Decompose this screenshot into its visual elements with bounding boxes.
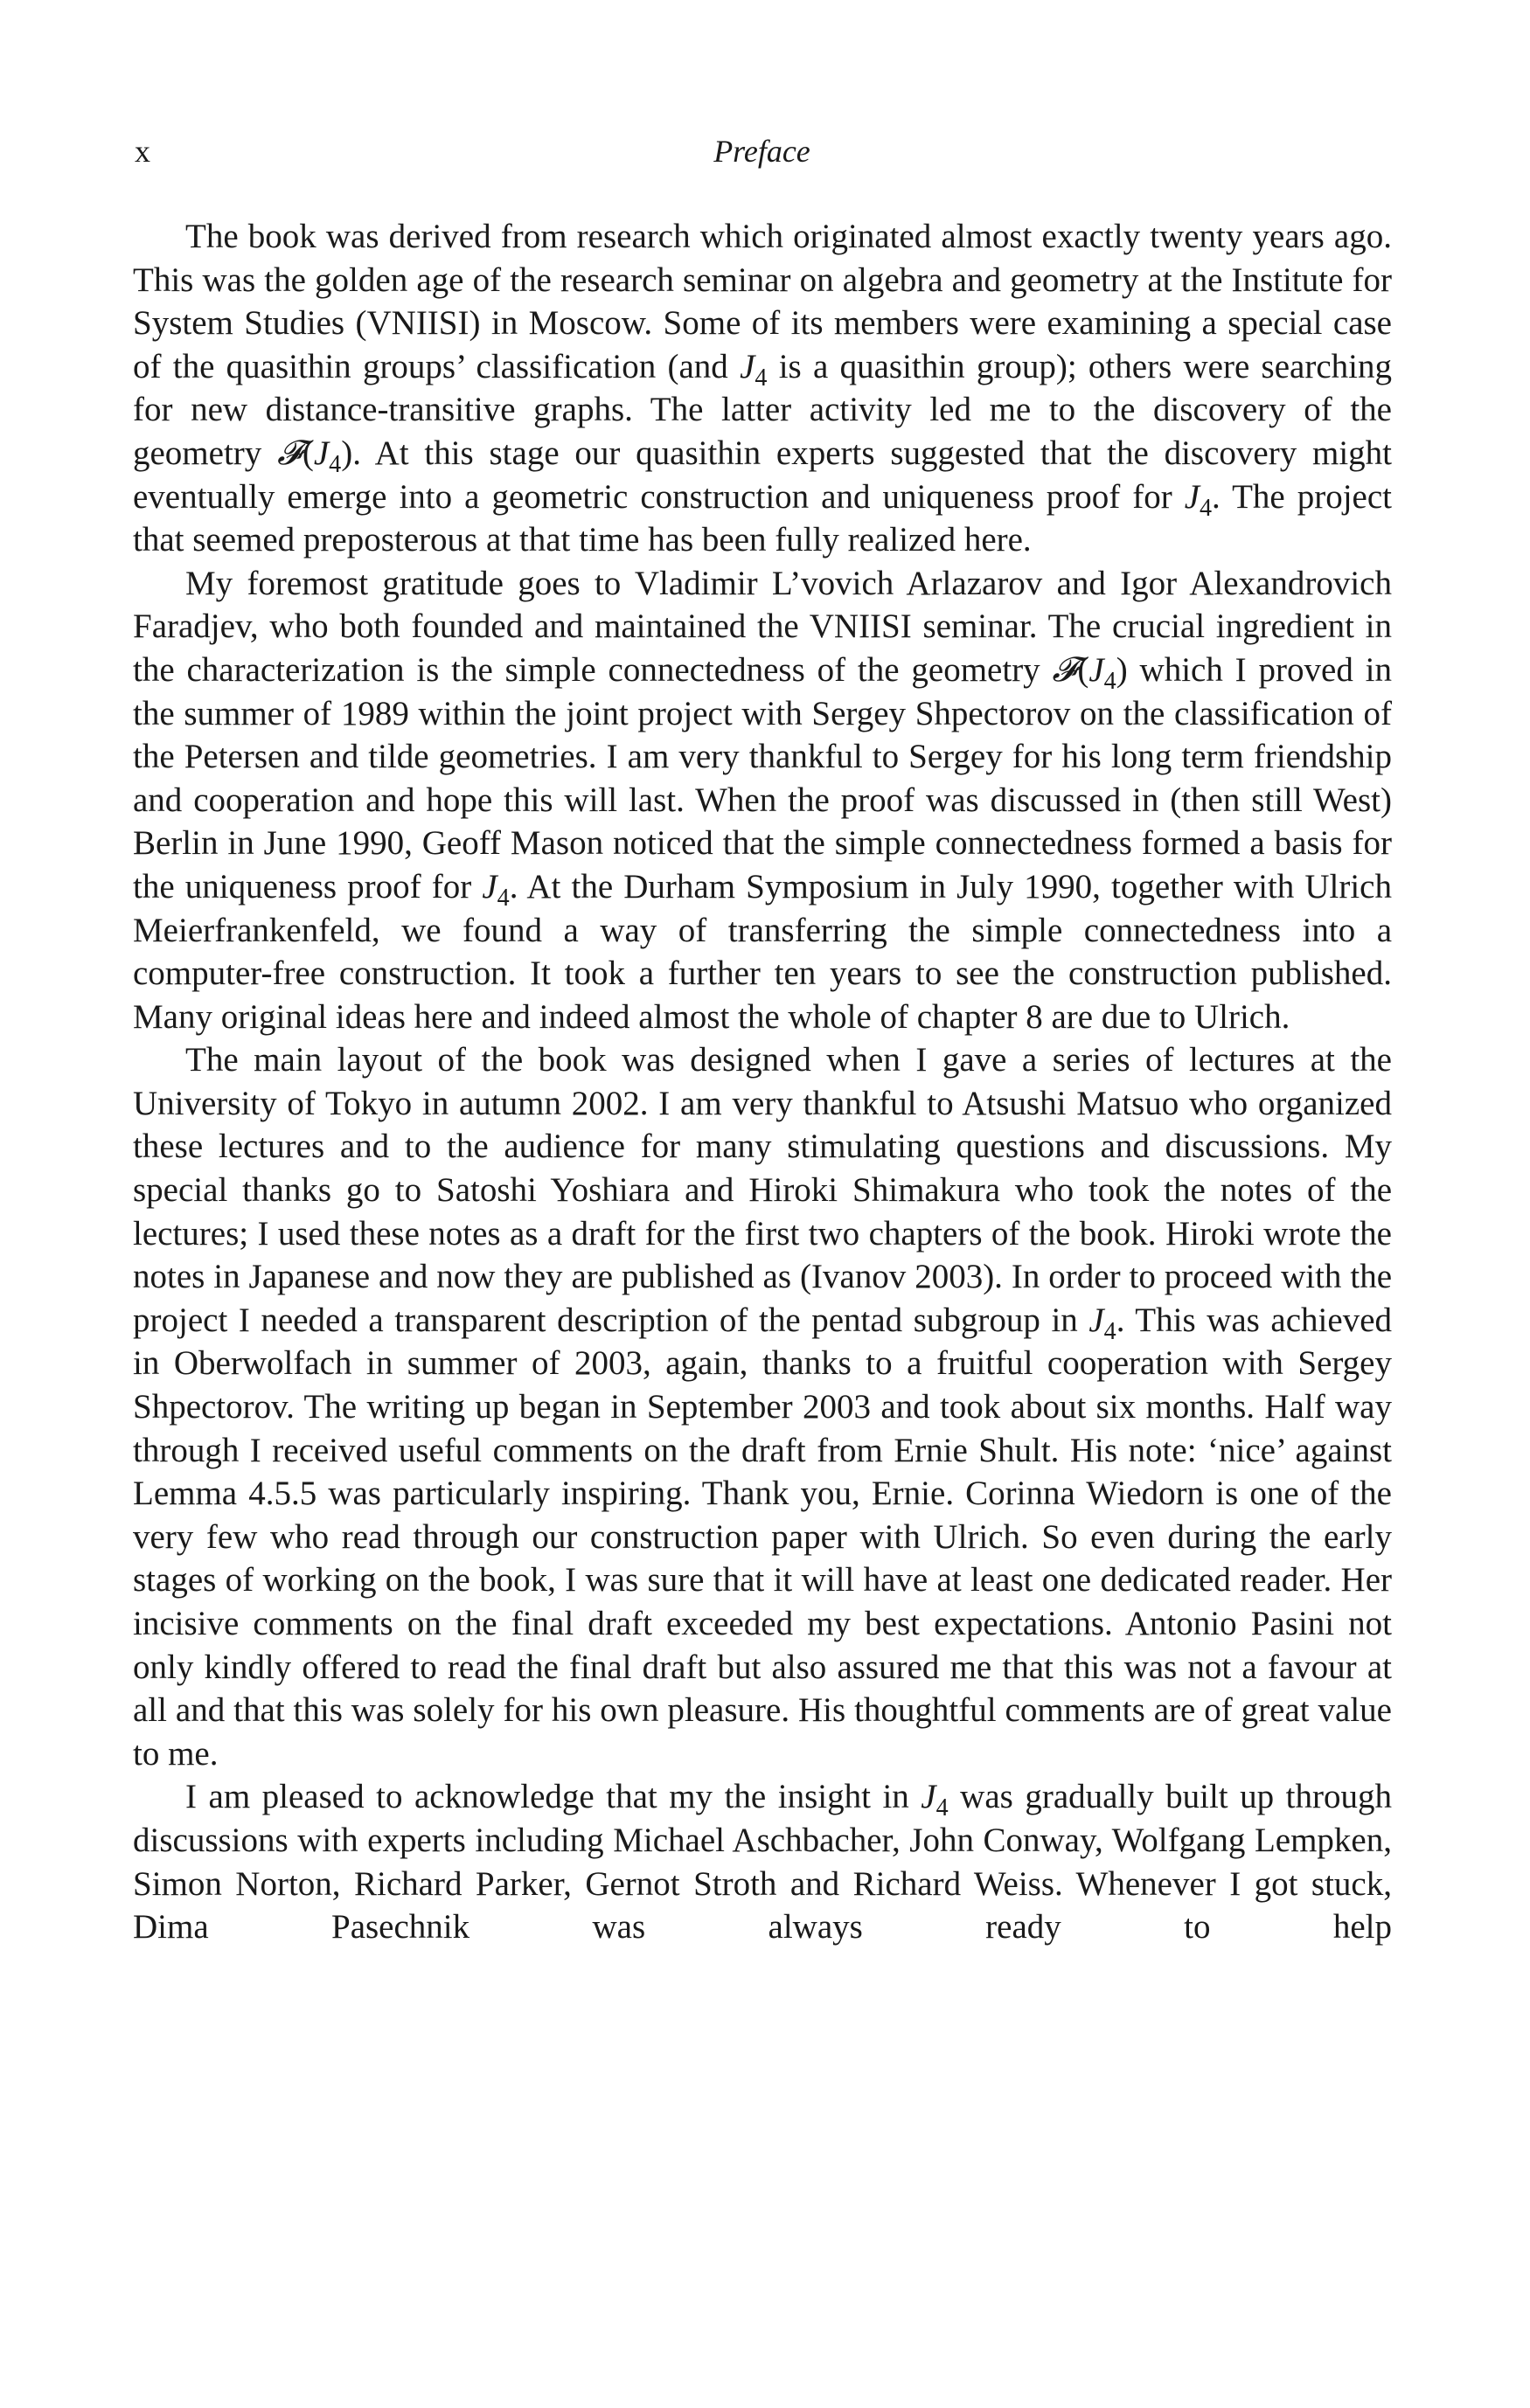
math-j4: $J_4$ [740, 347, 768, 392]
text-segment: is a quasithin group); others were searching for new distance-transitive graphs. The latter activity led me to the discovery of the geometry [133, 347, 1392, 472]
math-j4: $J_4$ [921, 1778, 949, 1822]
math-j4: $J_4$ [1088, 1301, 1116, 1345]
math-j4: $J_4$ [1184, 477, 1213, 522]
text-segment: My foremost gratitude goes to Vladimir L’vovich Arlazarov and Igor Alexandrovich Faradjev, who both founded and maintained the VNIISI seminar. The crucial ingredient in the characterization is the simple connectedness of the geometry [133, 564, 1392, 689]
preface-body [133, 215, 1392, 1949]
page-number: x [135, 134, 150, 169]
paragraph-1 [133, 215, 1392, 562]
paragraph-4 [133, 1775, 1392, 1948]
page-header [131, 129, 1393, 173]
text-segment: I am pleased to acknowledge that my the insight in [185, 1778, 921, 1816]
text-segment: . The project that seemed preposterous at that time has been fully realized here. [133, 477, 1392, 559]
math-j4: $J_4$ [482, 867, 510, 912]
text-segment: . At this stage our quasithin experts suggested that the discovery might eventually emerge into a geometric construction and uniqueness proof for [133, 434, 1392, 516]
text-segment: which I proved in the summer of 1989 within the joint project with Sergey Shpectorov on the classification of the Petersen and tilde geometries. I am very thankful to Sergey for his long term friendship and cooperation and hope this will last. When the proof was discussed in (then still West) Berlin in June 1990, Geoff Mason noticed that the simple connectedness formed a basis for the uniqueness proof for [133, 650, 1392, 906]
text-segment: The main layout of the book was designed when I gave a series of lectures at the University of Tokyo in autumn 2002. I am very thankful to Atsushi Matsuo who organized these lectures and to the audience for many stimulating questions and discussions. My special thanks go to Satoshi Yoshiara and Hiroki Shimakura who took the notes of the lectures; I used these notes as a draft for the first two chapters of the book. Hiroki wrote the notes in Japanese and now they are published as (Ivanov 2003). In order to proceed with the project I needed a transparent description of the pentad subgroup in [133, 1041, 1392, 1339]
paragraph-3 [133, 1038, 1392, 1775]
text-segment: . This was achieved in Oberwolfach in summer of 2003, again, thanks to a fruitful cooperation with Sergey Shpectorov. The writing up began in September 2003 and took about six months. Half way through I received useful comments on the draft from Ernie Shult. His note: ‘nice’ against Lemma 4.5.5 was particularly inspiring. Thank you, Ernie. Corinna Wiedorn is one of the very few who read through our construction paper with Ulrich. So even during the early stages of working on the book, I was sure that it will have at least one dedicated reader. Her incisive comments on the final draft exceeded my best expectations. Antonio Pasini not only kindly offered to read the final draft but also assured me that this was not a favour at all and that this was solely for his own pleasure. His thoughtful comments are of great value to me. [133, 1301, 1393, 1773]
text-segment: The book was derived from research which originated almost exactly twenty years ago. This was the golden age of the research seminar on algebra and geometry at the Institute for System Studies (VNIISI) in Moscow. Some of its members were examining a special case of the quasithin groups’ classification (and [133, 218, 1392, 385]
running-title: Preface [713, 134, 810, 169]
paragraph-2 [133, 562, 1392, 1039]
math-f-of-j4: $𝓕(J_4)$ [1052, 649, 1128, 695]
math-f-of-j4: $𝓕(J_4)$ [277, 433, 353, 478]
text-segment: was gradually built up through discussions with experts including Michael Aschbacher, John Conway, Wolfgang Lempken, Simon Norton, Richard Parker, Gernot Stroth and Richard Weiss. Whenever I got stuck, Dima Pasechnik was always ready to help [133, 1778, 1392, 1947]
text-segment: . At the Durham Symposium in July 1990, together with Ulrich Meierfrankenfeld, we found a way of transferring the simple connectedness into a computer-free construction. It took a further ten years to see the construction published. Many original ideas here and indeed almost the whole of chapter 8 are due to Ulrich. [133, 867, 1392, 1036]
